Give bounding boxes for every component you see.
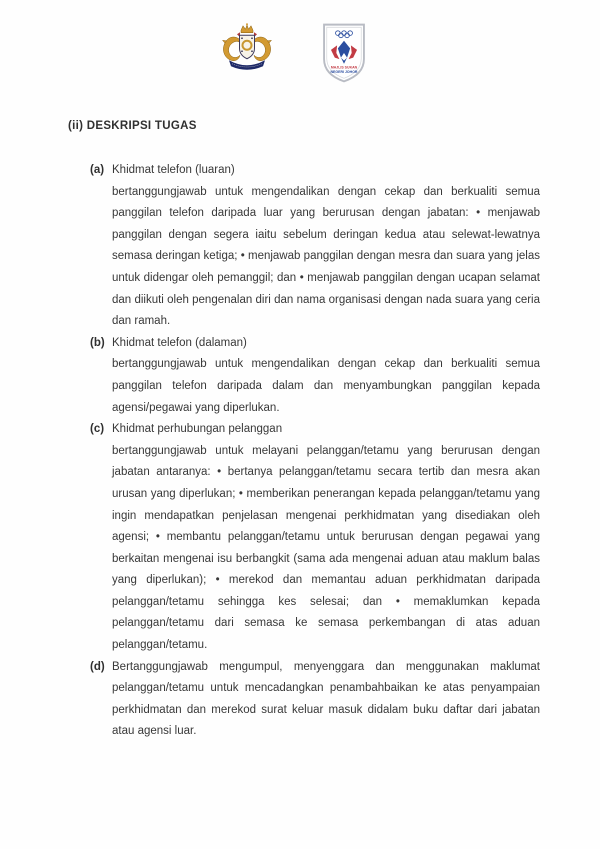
task-item-c <box>90 419 540 657</box>
task-item-b-body: bertanggungjawab untuk mengendalikan dengan cekap dan berkualiti semua panggilan telefon daripada dalam dan menyambungkan panggilan kepada agensi/pegawai yang diperlukan. <box>112 358 540 414</box>
task-item-c-label: (c) <box>90 423 105 436</box>
task-item-b-label: (b) <box>90 336 105 349</box>
task-item-d-head <box>90 657 540 743</box>
header-logos <box>0 0 592 87</box>
task-item-d-body-inline: Bertanggungjawab mengumpul, menyenggara dan menggunakan maklumat pelanggan/tetamu untuk mencadangkan penambahbaikan ke atas penyampaian perkhidmatan dan merekod surat keluar masuk didalam buku daftar dari jabatan atau agensi luar. <box>112 660 540 738</box>
task-item-c-head <box>90 419 540 441</box>
task-item-c-body: bertanggungjawab untuk melayani pelanggan/tetamu yang berurusan dengan jabatan antaranya: • bertanya pelanggan/tetamu secara tertib dan mesra akan urusan yang diperlukan; • memberikan penerangan kepada pelanggan/tetamu yang ingin mendapatkan penjelasan mengenai perkhidmatan yang disediakan oleh agensi; • membantu pelanggan/tetamu untuk berurusan dengan pegawai yang berkaitan mengenai isu berbangkit (sama ada mengenai aduan atau maklum balas yang diperlukan); • merekod dan memantau aduan perkhidmatan daripada pelanggan/tetamu sehingga kes selesai; dan • memaklumkan kepada pelanggan/tetamu dari semasa ke semasa perkembangan di atas aduan pelanggan/tetamu. <box>112 444 540 652</box>
task-item-d <box>90 657 540 743</box>
task-item-b-title: Khidmat telefon (dalaman) <box>112 336 247 349</box>
task-item-a <box>90 160 540 333</box>
section-heading: (ii) DESKRIPSI TUGAS <box>68 120 197 132</box>
majlis-sukan-negeri-johor-badge-icon <box>321 21 367 85</box>
badge-text-line2: NEGERI JOHOR <box>330 69 358 74</box>
task-item-b <box>90 333 540 419</box>
badge-text-line1: MAJLIS SUKAN <box>330 65 358 70</box>
task-item-d-label: (d) <box>90 660 105 673</box>
task-item-a-head <box>90 160 540 182</box>
task-item-a-label: (a) <box>90 164 105 176</box>
task-item-b-head <box>90 333 540 355</box>
johor-coat-of-arms-icon <box>217 21 277 81</box>
task-item-c-title: Khidmat perhubungan pelanggan <box>112 423 283 436</box>
task-description-list <box>90 160 540 743</box>
task-item-a-body: bertanggungjawab untuk mengendalikan dengan cekap dan berkualiti semua panggilan telefon daripada luar yang berurusan dengan jabatan: • menjawab panggilan dengan segera iaitu sebelum deringan kedua atau selewat-lewatnya semasa deringan ketiga; • menjawab panggilan dengan mesra dan suara yang jelas untuk didengar oleh pemanggil; dan • menjawab panggilan dengan ucapan selamat dan diikuti oleh pengenalan diri dan nama organisasi dengan nada suara yang ceria dan ramah. <box>112 185 540 328</box>
task-item-a-title: Khidmat telefon (luaran) <box>112 164 235 176</box>
